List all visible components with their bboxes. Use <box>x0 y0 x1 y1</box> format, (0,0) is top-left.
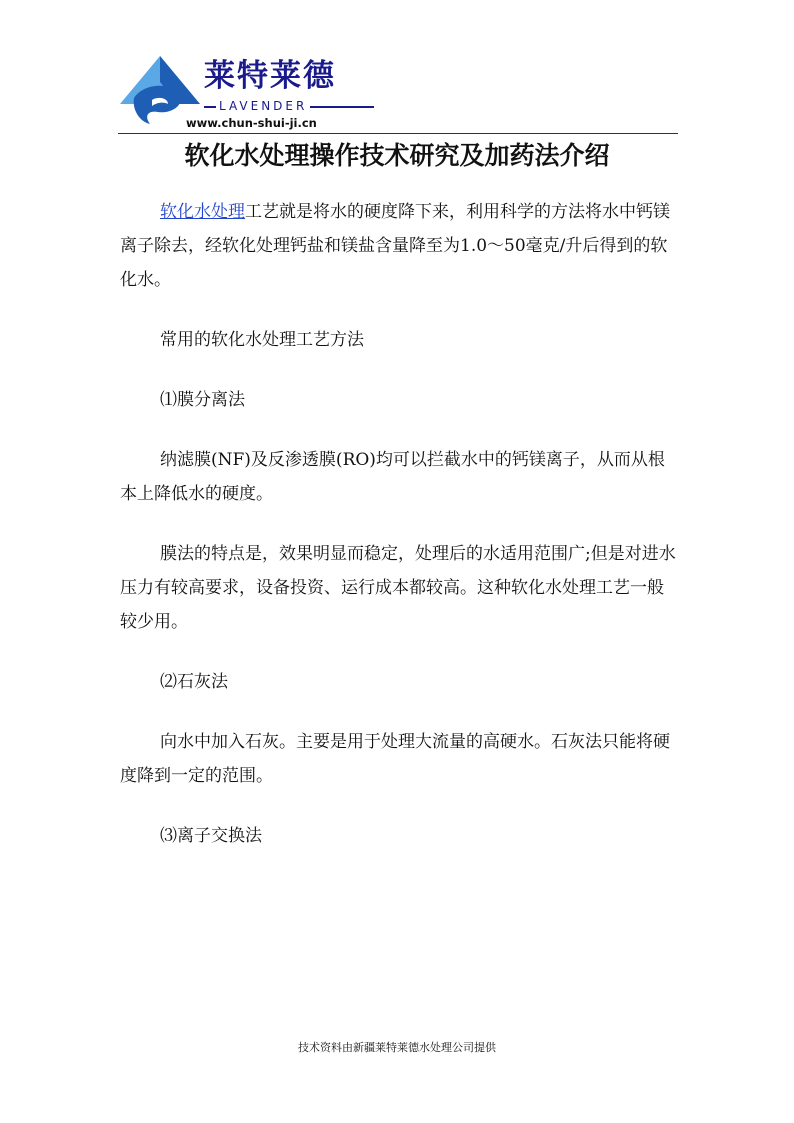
paragraph-intro-text: 工艺就是将水的硬度降下来，利用科学的方法将水中钙镁离子除去，经软化处理钙盐和镁盐含量降至为1.0～50毫克/升后得到的软化水。 <box>120 202 670 290</box>
document-title: 软化水处理操作技术研究及加药法介绍 <box>184 141 610 170</box>
paragraph-lime-heading: ⑵石灰法 <box>160 672 228 692</box>
brand-latin-text: LAVENDER <box>216 99 310 113</box>
brand-latin-name <box>204 99 374 113</box>
paragraph-membrane-features: 膜法的特点是，效果明显而稳定，处理后的水适用范围广;但是对进水压力有较高要求，设备投资、运行成本都较高。这种软化水处理工艺一般较少用。 <box>120 544 676 632</box>
paragraph-methods-heading: 常用的软化水处理工艺方法 <box>160 330 364 350</box>
paragraph-membrane-heading: ⑴膜分离法 <box>160 390 245 410</box>
brand-url: www.chun-shui-ji.cn <box>186 116 317 130</box>
page-footer: 技术资料由新疆莱特莱德水处理公司提供 <box>298 1041 496 1054</box>
paragraph-ion-exchange-heading: ⑶离子交换法 <box>160 826 262 846</box>
document-body <box>120 195 680 879</box>
paragraph-lime-desc: 向水中加入石灰。主要是用于处理大流量的高硬水。石灰法只能将硬度降到一定的范围。 <box>120 732 670 786</box>
page-header <box>118 52 678 136</box>
paragraph-intro <box>120 195 680 297</box>
brand-name: 莱特莱德 <box>204 58 336 94</box>
paragraph-membrane-desc: 纳滤膜(NF)及反渗透膜(RO)均可以拦截水中的钙镁离子，从而从根本上降低水的硬度。 <box>120 450 665 504</box>
link-softened-water-treatment[interactable]: 软化水处理 <box>160 202 245 222</box>
header-divider <box>118 133 678 134</box>
